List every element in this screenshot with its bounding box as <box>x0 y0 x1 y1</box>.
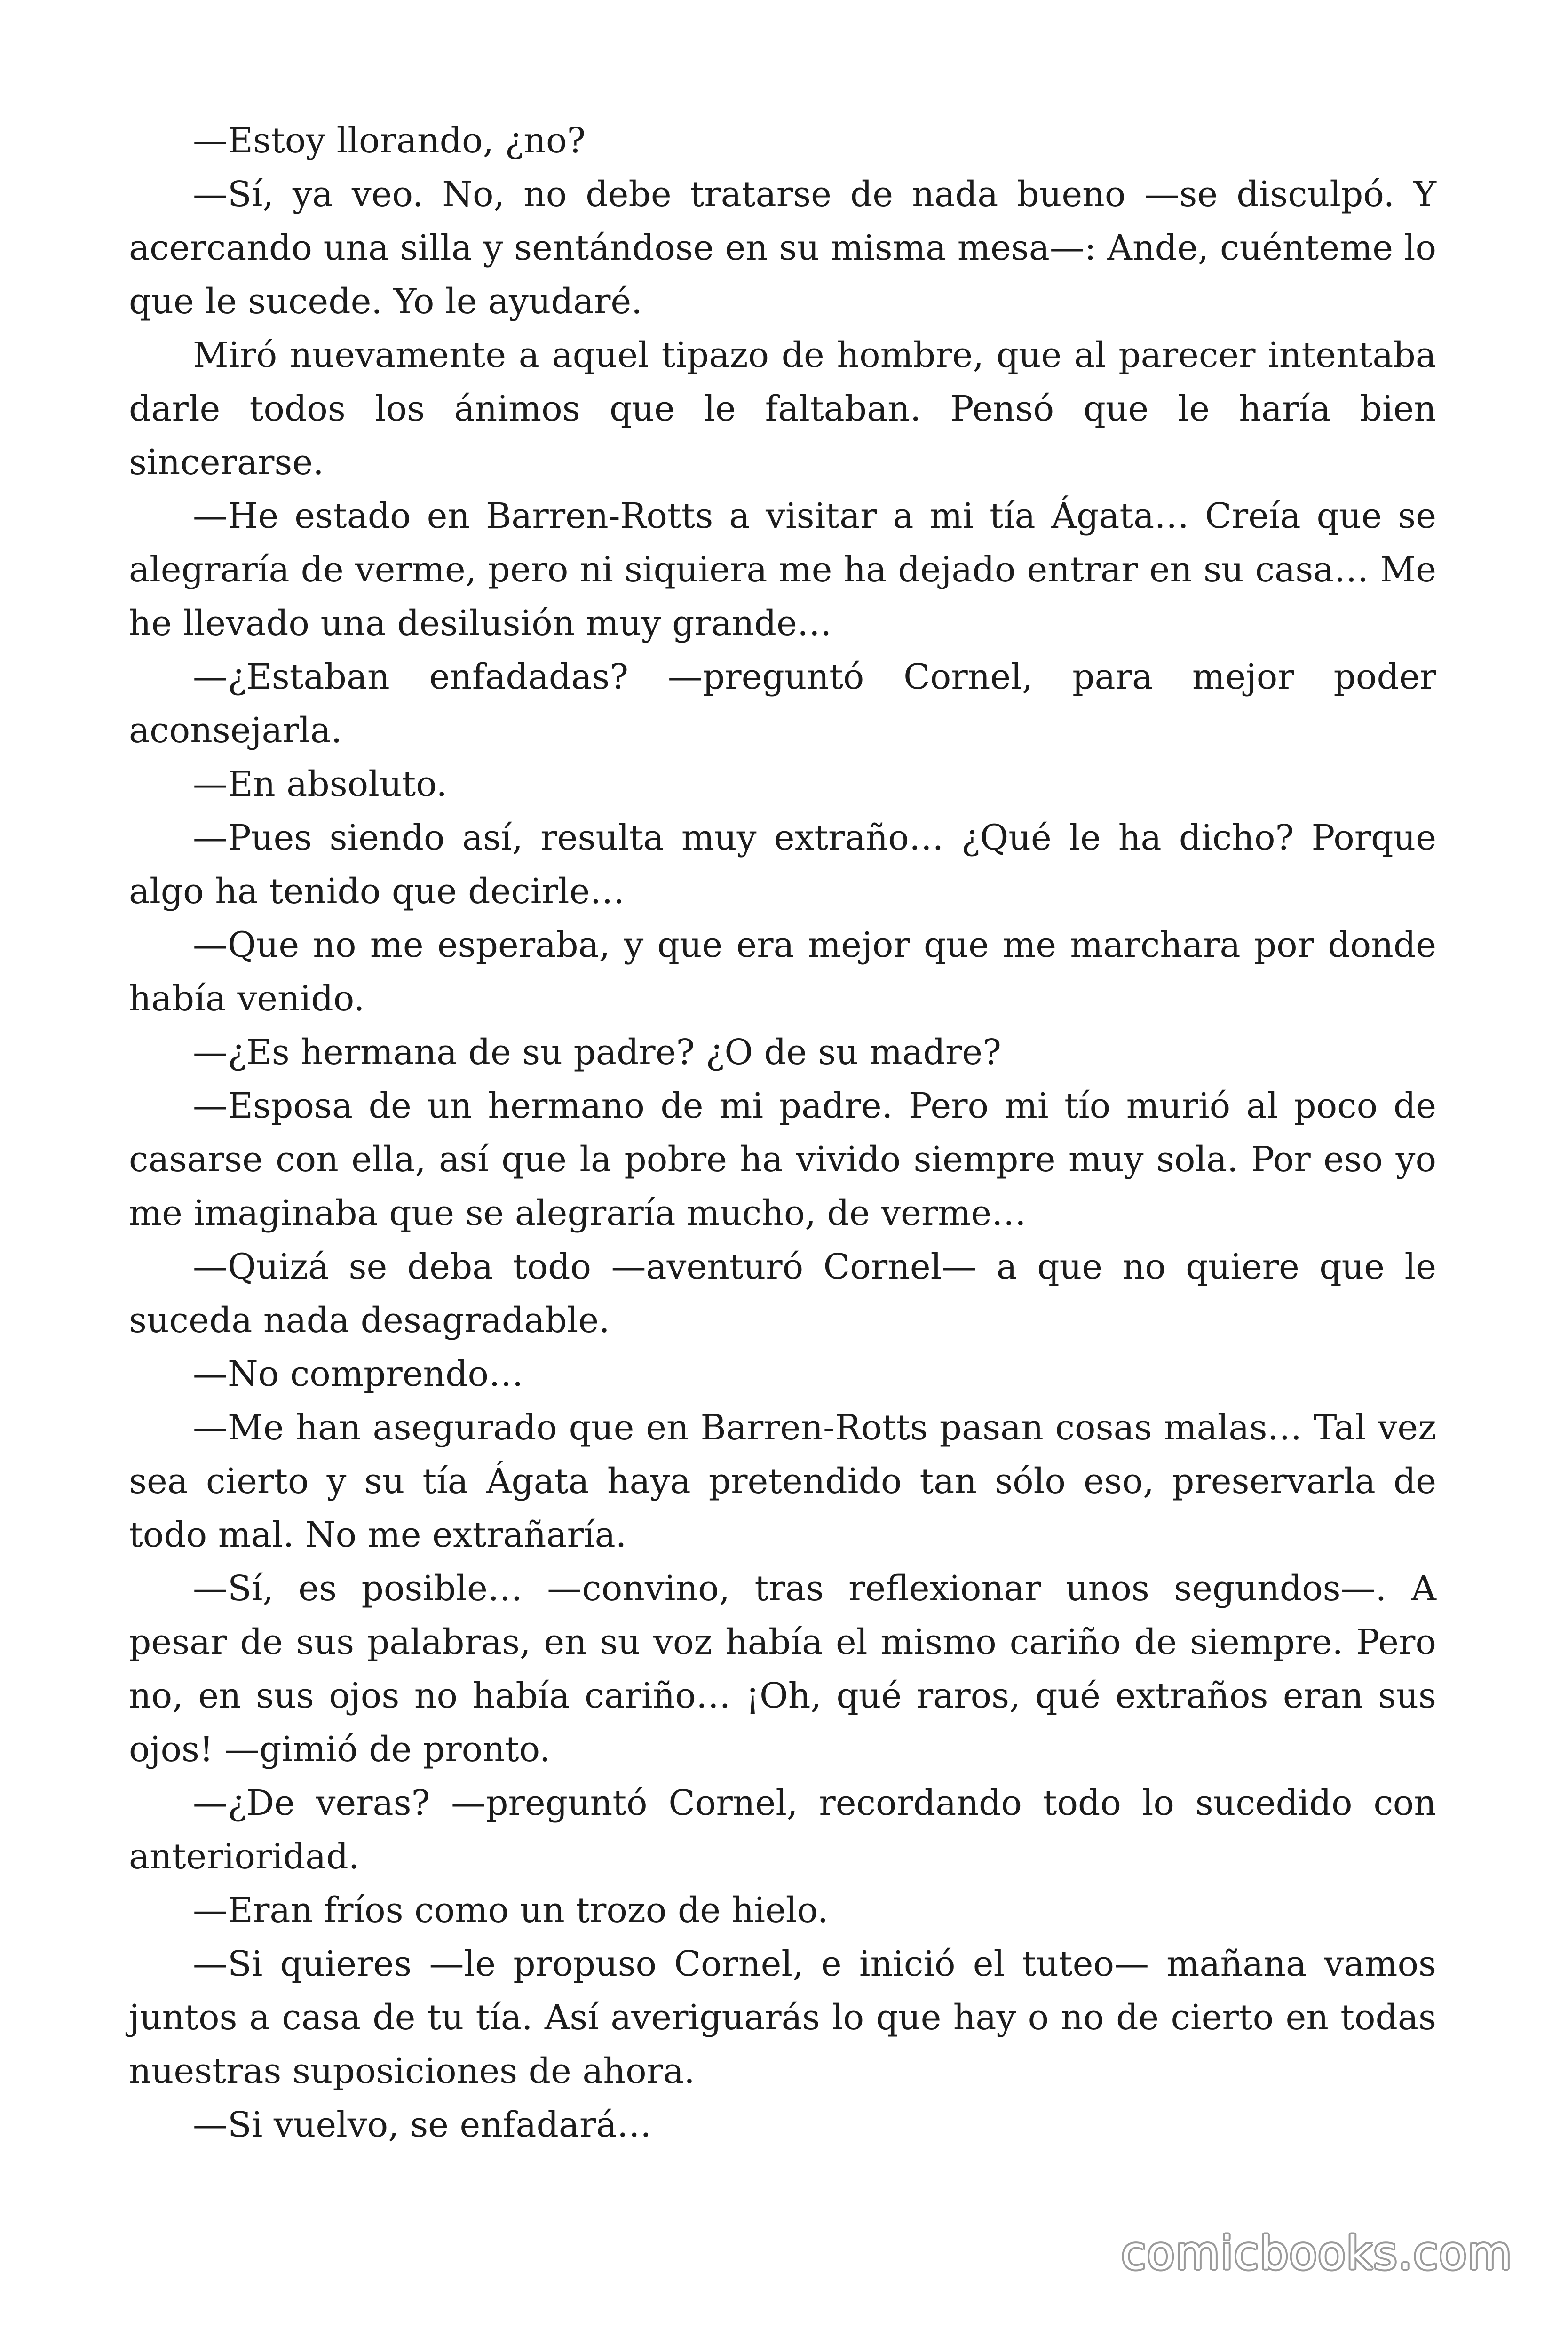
paragraph: —Eran fríos como un trozo de hielo. <box>193 1890 829 1931</box>
paragraph: —He estado en Barren-Rotts a visitar a mi tía Ágata… Creía que se alegraría de verme, pero ni siquiera me ha dejado entrar en su casa… Me he llevado una desilusión muy grande… <box>129 496 1436 644</box>
paragraph: —¿De veras? —preguntó Cornel, recordando todo lo sucedido con anterioridad. <box>129 1783 1436 1877</box>
paragraph: —¿Es hermana de su padre? ¿O de su madre? <box>193 1032 1001 1073</box>
paragraph: Miró nuevamente a aquel tipazo de hombre, que al parecer intentaba darle todos los ánimos que le faltaban. Pensó que le haría bien sincerarse. <box>129 335 1436 483</box>
watermark-text: comicbooks.com <box>1121 2227 1513 2280</box>
paragraph: —Pues siendo así, resulta muy extraño… ¿Qué le ha dicho? Porque algo ha tenido que decirle… <box>129 818 1436 912</box>
paragraph: —Que no me esperaba, y que era mejor que me marchara por donde había venido. <box>129 925 1436 1019</box>
paragraph: —Si vuelvo, se enfadará… <box>193 2105 652 2145</box>
paragraph: —Me han asegurado que en Barren-Rotts pasan cosas malas… Tal vez sea cierto y su tía Ágata haya pretendido tan sólo eso, preservarla de todo mal. No me extrañaría. <box>129 1407 1436 1555</box>
text-column <box>129 114 1436 2152</box>
paragraph: —Quizá se deba todo —aventuró Cornel— a que no quiere que le suceda nada desagradable. <box>129 1247 1436 1341</box>
paragraph: —¿Estaban enfadadas? —preguntó Cornel, para mejor poder aconsejarla. <box>129 657 1436 751</box>
paragraph: —Sí, ya veo. No, no debe tratarse de nada bueno —se disculpó. Y acercando una silla y sentándose en su misma mesa—: Ande, cuénteme lo que le sucede. Yo le ayudaré. <box>129 174 1436 322</box>
paragraph: —Estoy llorando, ¿no? <box>193 120 586 161</box>
paragraph: —No comprendo… <box>193 1354 524 1394</box>
paragraph: —Si quieres —le propuso Cornel, e inició el tuteo— mañana vamos juntos a casa de tu tía. Así averiguarás lo que hay o no de cierto en todas nuestras suposiciones de ahora. <box>129 1944 1436 2091</box>
paragraph: —En absoluto. <box>193 764 448 804</box>
paragraph: —Sí, es posible… —convino, tras reflexionar unos segundos—. A pesar de sus palabras, en su voz había el mismo cariño de siempre. Pero no, en sus ojos no había cariño… ¡Oh, qué raros, qué extraños eran sus ojos! —gimió de pronto. <box>129 1568 1436 1770</box>
paragraph: —Esposa de un hermano de mi padre. Pero mi tío murió al poco de casarse con ella, así que la pobre ha vivido siempre muy sola. Por eso yo me imaginaba que se alegraría mucho, de verme… <box>129 1086 1436 1233</box>
